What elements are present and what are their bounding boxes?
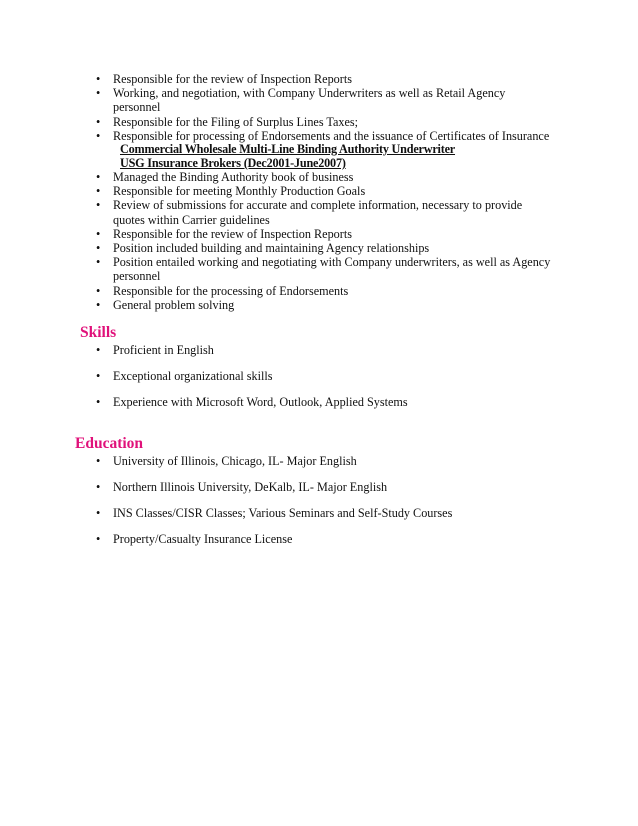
list-item: • Position entailed working and negotiating with Company underwriters, as well as Agency personnel [96,255,551,284]
education-list [96,454,553,558]
list-item: • Property/Casualty Insurance License [96,532,293,546]
job-title: Commercial Wholesale Multi-Line Binding Authority Underwriter [120,142,456,156]
list-item: • General problem solving [96,297,235,312]
list-item: • Responsible for the review of Inspection Reports [96,72,352,86]
bullet-icon: • [96,170,101,184]
bullet-icon: • [96,506,101,520]
list-item: • Managed the Binding Authority book of business [96,170,354,184]
list-item: • Responsible for meeting Monthly Production Goals [96,184,366,199]
list-item: • Northern Illinois University, DeKalb, IL- Major English [96,480,388,494]
job-duties-list [96,170,553,312]
bullet-icon: • [96,241,101,256]
bullet-icon: • [96,226,101,241]
skills-list [96,343,553,421]
bullet-icon: • [96,532,101,546]
list-item: • Proficient in English [96,343,214,357]
bullet-icon: • [96,255,101,270]
list-item: • Experience with Microsoft Word, Outlook, Applied Systems [96,395,408,409]
bullet-icon: • [96,369,101,383]
list-item: • University of Illinois, Chicago, IL- Major English [96,454,357,468]
bullet-icon: • [96,454,101,468]
list-item: • Exceptional organizational skills [96,369,273,383]
bullet-icon: • [96,86,101,101]
bullet-icon: • [96,343,101,357]
bullet-icon: • [96,198,101,213]
list-item: • Review of submissions for accurate and complete information, necessary to provide quotes within Carrier guidelines [96,198,523,227]
bullet-icon: • [96,114,101,129]
list-item: • Responsible for the Filing of Surplus Lines Taxes; [96,114,359,129]
education-heading: Education [75,435,144,452]
bullet-icon: • [96,184,101,199]
list-item: • Position included building and maintaining Agency relationships [96,241,430,256]
bullet-icon: • [96,283,101,298]
list-item: • Responsible for the processing of Endorsements [96,283,349,298]
job-company: USG Insurance Brokers (Dec2001-June2007) [120,156,346,170]
list-item: • INS Classes/CISR Classes; Various Seminars and Self-Study Courses [96,506,453,520]
bullet-icon: • [96,480,101,494]
list-item: • Responsible for processing of Endorsements and the issuance of Certificates of Insurance [96,128,550,143]
bullet-icon: • [96,72,101,86]
bullet-icon: • [96,128,101,143]
bullet-icon: • [96,297,101,312]
list-item: • Working, and negotiation, with Company Underwriters as well as Retail Agency personnel [96,86,506,115]
responsibilities-list [96,72,553,143]
list-item: • Responsible for the review of Inspection Reports [96,226,352,241]
bullet-icon: • [96,395,101,409]
skills-heading: Skills [80,324,117,341]
